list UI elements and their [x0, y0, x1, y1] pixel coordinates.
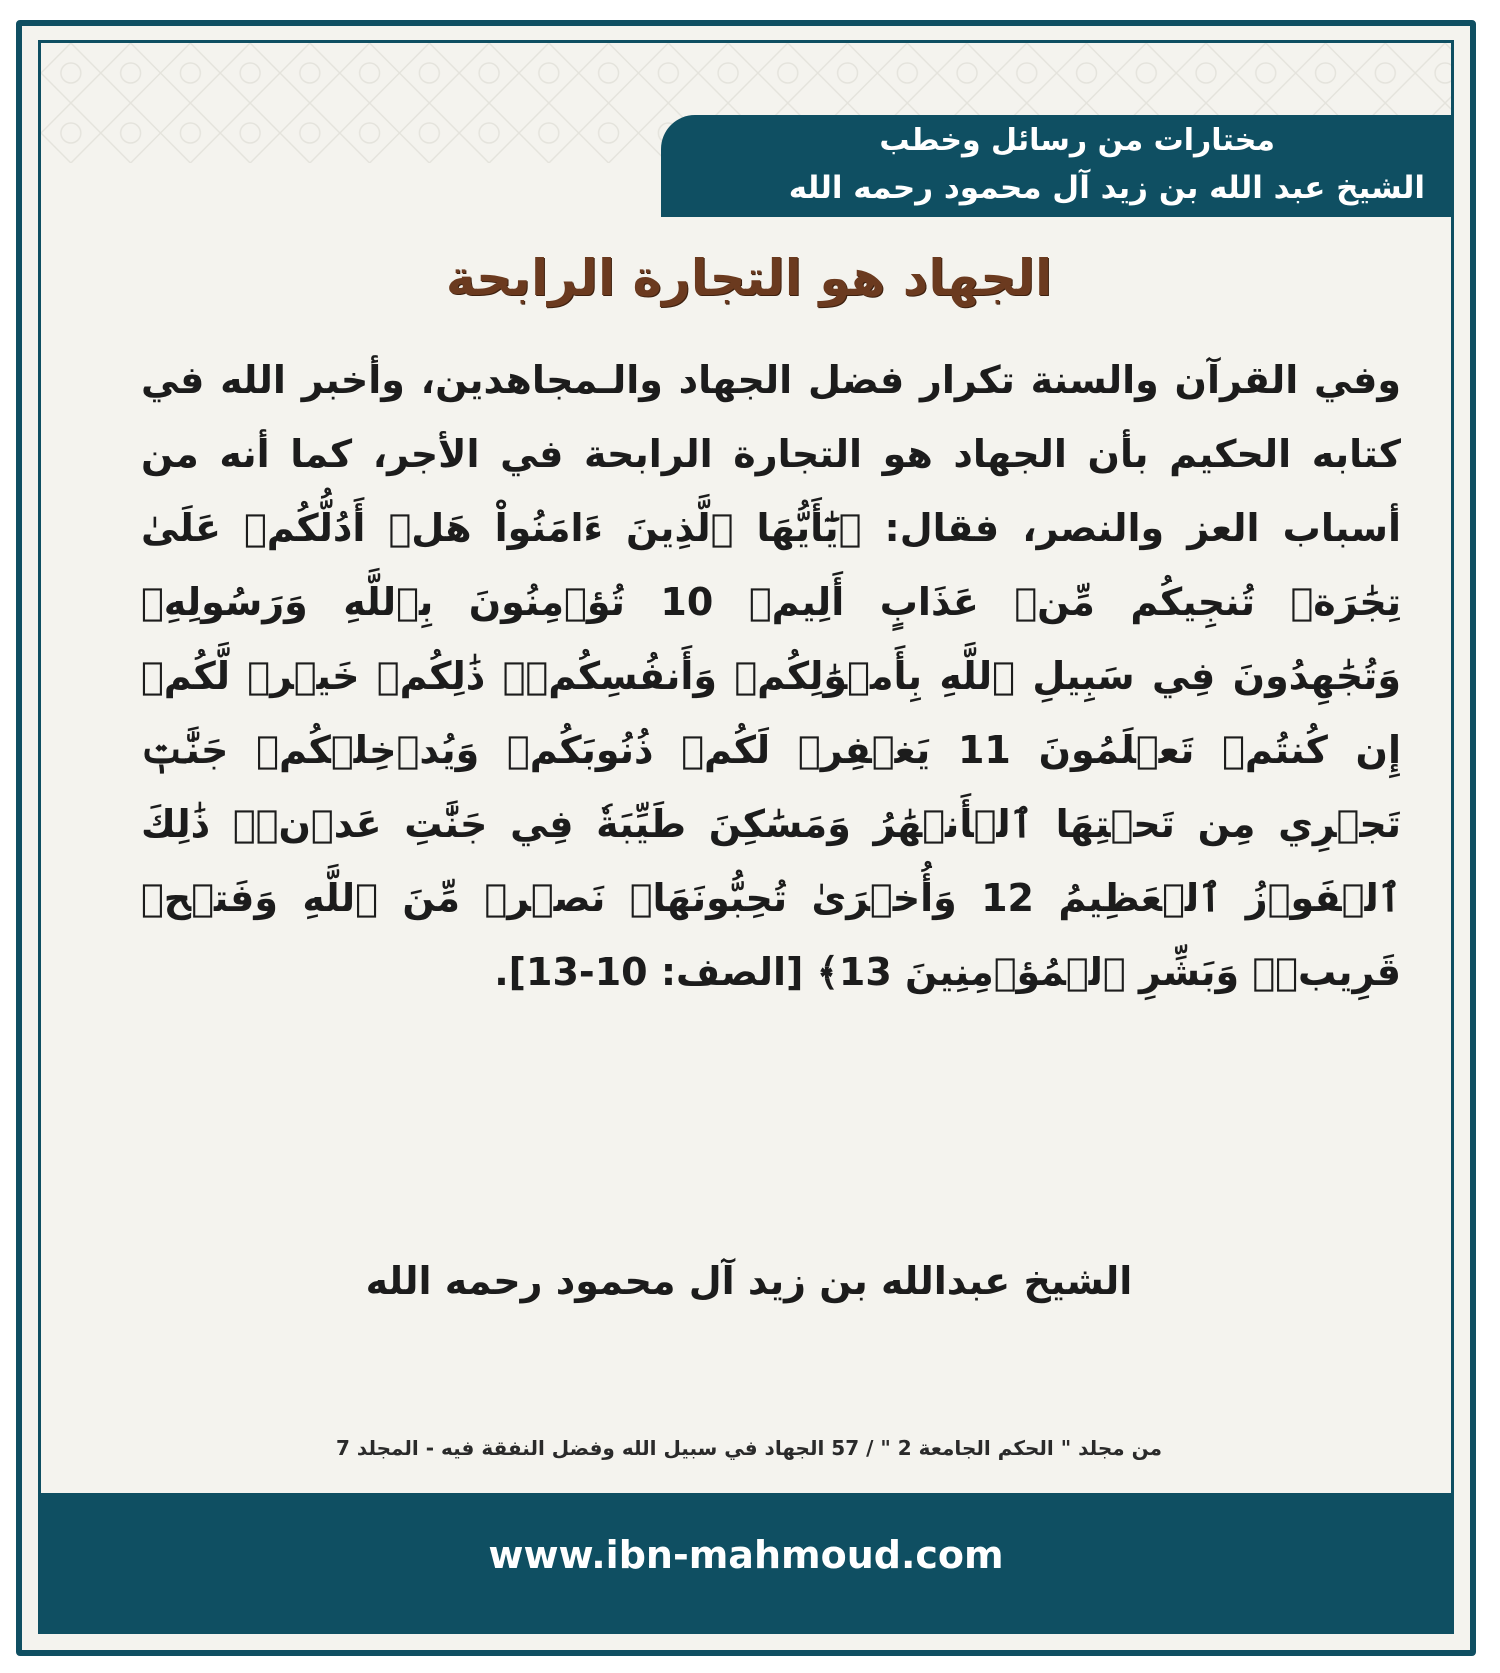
footer-band	[41, 1493, 1451, 1631]
signature: الشيخ عبدالله بن زيد آل محمود رحمه الله	[365, 1259, 1133, 1303]
header-series-title: مختارات من رسائل وخطب	[879, 123, 1275, 158]
body-text: وفي القرآن والسنة تكرار فضل الجهاد والـمجاهدين، وأخبر الله في كتابه الحكيم بأن الجهاد هو التجارة الرابحة في الأجر، كما أنه من أسباب العز والنصر، فقال: ﴿يَٰٓأَيُّهَا ٱلَّذِينَ ءَامَنُواْ هَلۡ أَدُلُّكُمۡ عَلَىٰ تِجَٰرَةٖ تُنجِيكُم مِّنۡ عَذَابٍ أَلِيمٖ 10 تُؤۡمِنُونَ بِٱللَّهِ وَرَسُولِهِۦ وَتُجَٰهِدُونَ فِي سَبِيلِ ٱللَّهِ بِأَمۡوَٰلِكُمۡ وَأَنفُسِكُمۡۚ ذَٰلِكُمۡ خَيۡرٞ لَّكُمۡ إِن كُنتُمۡ تَعۡلَمُونَ 11 يَغۡفِرۡ لَكُمۡ ذُنُوبَكُمۡ وَيُدۡخِلۡكُمۡ جَنَّٰتٖ تَجۡرِي مِن تَحۡتِهَا ٱلۡأَنۡهَٰرُ وَمَسَٰكِنَ طَيِّبَةٗ فِي جَنَّٰتِ عَدۡنٖۚ ذَٰلِكَ ٱلۡفَوۡزُ ٱلۡعَظِيمُ 12 وَأُخۡرَىٰ تُحِبُّونَهَاۖ نَصۡرٞ مِّنَ ٱللَّهِ وَفَتۡحٞ قَرِيبٞۗ وَبَشِّرِ ٱلۡمُؤۡمِنِينَ 13﴾ [الصف: 10-13].	[141, 358, 1401, 994]
page-title: الجهاد هو التجارة الرابحة	[445, 249, 1053, 307]
header-author-name: الشيخ عبد الله بن زيد آل محمود رحمه الله	[788, 170, 1425, 206]
website-link[interactable]: www.ibn-mahmoud.com	[488, 1533, 1004, 1577]
header-band	[661, 115, 1451, 217]
inner-frame	[38, 40, 1454, 1634]
card	[16, 20, 1476, 1656]
source-note: من مجلد " الحكم الجامعة 2 " / 57 الجهاد في سبيل الله وفضل النفقة فيه - المجلد 7	[336, 1436, 1162, 1460]
